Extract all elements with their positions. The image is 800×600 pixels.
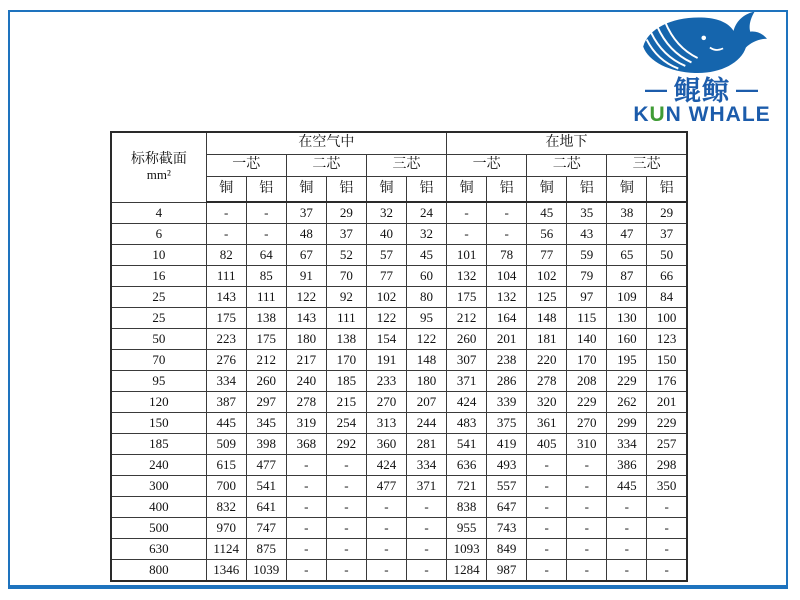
table-cell: 541 xyxy=(246,476,286,497)
table-cell: - xyxy=(366,518,406,539)
table-cell: 180 xyxy=(286,329,326,350)
table-cell: - xyxy=(607,560,647,582)
table-cell: 104 xyxy=(487,266,527,287)
table-cell: 270 xyxy=(366,392,406,413)
table-cell: 360 xyxy=(366,434,406,455)
table-cell: - xyxy=(366,560,406,582)
table-cell: 276 xyxy=(206,350,246,371)
table-cell: - xyxy=(206,202,246,224)
brand-dash-left: — xyxy=(645,77,668,102)
table-cell: - xyxy=(567,560,607,582)
table-row xyxy=(111,245,687,266)
table-cell: 57 xyxy=(366,245,406,266)
table-cell: 52 xyxy=(326,245,366,266)
table-cell: 987 xyxy=(487,560,527,582)
table-cell: 371 xyxy=(447,371,487,392)
table-cell: 64 xyxy=(246,245,286,266)
table-cell: 368 xyxy=(286,434,326,455)
table-cell: 29 xyxy=(326,202,366,224)
material-header: 铜 xyxy=(527,177,567,203)
table-cell: 148 xyxy=(527,308,567,329)
table-cell: 310 xyxy=(567,434,607,455)
table-row xyxy=(111,476,687,497)
material-header: 铝 xyxy=(647,177,687,203)
table-cell: 111 xyxy=(206,266,246,287)
table-cell: 483 xyxy=(447,413,487,434)
table-cell: 636 xyxy=(447,455,487,476)
table-cell: 339 xyxy=(487,392,527,413)
brand-dash-right: — xyxy=(736,77,759,102)
row-section-label: 500 xyxy=(111,518,206,539)
table-cell: 375 xyxy=(487,413,527,434)
table-cell: 212 xyxy=(246,350,286,371)
table-cell: 77 xyxy=(527,245,567,266)
table-cell: 132 xyxy=(447,266,487,287)
table-cell: - xyxy=(527,560,567,582)
table-cell: 59 xyxy=(567,245,607,266)
brand-cn-text: 鲲鲸 xyxy=(674,76,730,106)
table-cell: 223 xyxy=(206,329,246,350)
table-cell: 424 xyxy=(366,455,406,476)
table-cell: 299 xyxy=(607,413,647,434)
table-cell: 361 xyxy=(527,413,567,434)
table-cell: 65 xyxy=(607,245,647,266)
table-cell: 80 xyxy=(406,287,446,308)
table-cell: 955 xyxy=(447,518,487,539)
table-cell: - xyxy=(326,497,366,518)
table-cell: 79 xyxy=(567,266,607,287)
table-cell: 257 xyxy=(647,434,687,455)
table-cell: - xyxy=(246,224,286,245)
table-cell: 50 xyxy=(647,245,687,266)
table-cell: 477 xyxy=(366,476,406,497)
core-header: 三芯 xyxy=(607,155,687,177)
table-cell: 281 xyxy=(406,434,446,455)
row-section-label: 150 xyxy=(111,413,206,434)
table-cell: 43 xyxy=(567,224,607,245)
table-cell: 215 xyxy=(326,392,366,413)
table-row xyxy=(111,413,687,434)
table-cell: 615 xyxy=(206,455,246,476)
table-row xyxy=(111,518,687,539)
row-section-label: 120 xyxy=(111,392,206,413)
table-cell: 175 xyxy=(206,308,246,329)
table-cell: 307 xyxy=(447,350,487,371)
table-cell: 195 xyxy=(607,350,647,371)
table-cell: - xyxy=(326,539,366,560)
table-cell: 109 xyxy=(607,287,647,308)
table-cell: - xyxy=(286,560,326,582)
table-cell: 238 xyxy=(487,350,527,371)
table-row xyxy=(111,202,687,224)
table-cell: 122 xyxy=(406,329,446,350)
row-section-label: 6 xyxy=(111,224,206,245)
table-cell: - xyxy=(647,539,687,560)
table-row xyxy=(111,329,687,350)
table-cell: - xyxy=(326,476,366,497)
table-cell: - xyxy=(607,497,647,518)
table-cell: 387 xyxy=(206,392,246,413)
row-section-label: 800 xyxy=(111,560,206,582)
table-row xyxy=(111,266,687,287)
table-cell: 229 xyxy=(567,392,607,413)
row-section-label: 4 xyxy=(111,202,206,224)
table-cell: 70 xyxy=(326,266,366,287)
table-cell: 1093 xyxy=(447,539,487,560)
table-row xyxy=(111,224,687,245)
table-cell: - xyxy=(487,202,527,224)
table-cell: 175 xyxy=(447,287,487,308)
table-cell: 35 xyxy=(567,202,607,224)
row-section-label: 95 xyxy=(111,371,206,392)
table-cell: - xyxy=(487,224,527,245)
table-cell: - xyxy=(527,518,567,539)
core-header: 二芯 xyxy=(286,155,366,177)
header-row-environment xyxy=(111,132,687,155)
material-header: 铜 xyxy=(607,177,647,203)
whale-icon xyxy=(630,8,774,80)
table-cell: 208 xyxy=(567,371,607,392)
table-cell: - xyxy=(447,202,487,224)
table-cell: - xyxy=(527,539,567,560)
table-cell: 233 xyxy=(366,371,406,392)
table-row xyxy=(111,308,687,329)
table-cell: 292 xyxy=(326,434,366,455)
table-cell: 229 xyxy=(647,413,687,434)
table-cell: - xyxy=(647,497,687,518)
row-section-label: 240 xyxy=(111,455,206,476)
row-section-label: 50 xyxy=(111,329,206,350)
group-header-underground: 在地下 xyxy=(447,132,687,155)
table-cell: - xyxy=(607,539,647,560)
table-cell: - xyxy=(567,539,607,560)
table-cell: - xyxy=(647,518,687,539)
brand-en-rest: N WHALE xyxy=(665,103,771,126)
table-cell: 743 xyxy=(487,518,527,539)
table-cell: 123 xyxy=(647,329,687,350)
table-cell: - xyxy=(286,476,326,497)
table-cell: 143 xyxy=(206,287,246,308)
row-section-label: 25 xyxy=(111,287,206,308)
table-cell: 77 xyxy=(366,266,406,287)
table-cell: 220 xyxy=(527,350,567,371)
table-cell: 92 xyxy=(326,287,366,308)
table-header xyxy=(111,132,687,202)
table-cell: 47 xyxy=(607,224,647,245)
table-cell: 101 xyxy=(447,245,487,266)
table-cell: 150 xyxy=(647,350,687,371)
table-cell: 143 xyxy=(286,308,326,329)
table-cell: 493 xyxy=(487,455,527,476)
table-cell: 67 xyxy=(286,245,326,266)
table-cell: 32 xyxy=(406,224,446,245)
table-cell: 45 xyxy=(406,245,446,266)
table-cell: 111 xyxy=(246,287,286,308)
row-section-label: 630 xyxy=(111,539,206,560)
table-cell: 130 xyxy=(607,308,647,329)
core-header: 二芯 xyxy=(527,155,607,177)
table-row xyxy=(111,371,687,392)
table-cell: 201 xyxy=(647,392,687,413)
table-cell: 102 xyxy=(366,287,406,308)
table-cell: - xyxy=(567,518,607,539)
table-cell: - xyxy=(406,560,446,582)
material-header: 铜 xyxy=(286,177,326,203)
table-cell: 254 xyxy=(326,413,366,434)
brand-name-chinese xyxy=(612,76,792,105)
material-header: 铜 xyxy=(447,177,487,203)
table-cell: 445 xyxy=(206,413,246,434)
table-cell: 148 xyxy=(406,350,446,371)
table-cell: 132 xyxy=(487,287,527,308)
table-cell: 278 xyxy=(527,371,567,392)
brand-name-english xyxy=(612,104,792,126)
table-cell: 175 xyxy=(246,329,286,350)
table-cell: 212 xyxy=(447,308,487,329)
row-section-label: 70 xyxy=(111,350,206,371)
table-cell: 700 xyxy=(206,476,246,497)
table-cell: 849 xyxy=(487,539,527,560)
table-cell: 386 xyxy=(607,455,647,476)
table-cell: 122 xyxy=(286,287,326,308)
table-cell: 345 xyxy=(246,413,286,434)
table-cell: 262 xyxy=(607,392,647,413)
table-cell: 1124 xyxy=(206,539,246,560)
table-cell: 138 xyxy=(246,308,286,329)
table-cell: 176 xyxy=(647,371,687,392)
table-cell: 160 xyxy=(607,329,647,350)
table-cell: 24 xyxy=(406,202,446,224)
table-cell: - xyxy=(366,539,406,560)
material-header: 铝 xyxy=(406,177,446,203)
table-cell: 66 xyxy=(647,266,687,287)
table-cell: 45 xyxy=(527,202,567,224)
table-cell: 445 xyxy=(607,476,647,497)
table-cell: 278 xyxy=(286,392,326,413)
table-cell: - xyxy=(286,497,326,518)
table-cell: 557 xyxy=(487,476,527,497)
table-cell: - xyxy=(567,476,607,497)
table-cell: 477 xyxy=(246,455,286,476)
table-cell: 154 xyxy=(366,329,406,350)
table-cell: 721 xyxy=(447,476,487,497)
table-cell: 334 xyxy=(406,455,446,476)
table-cell: - xyxy=(326,560,366,582)
table-cell: 170 xyxy=(567,350,607,371)
material-header: 铝 xyxy=(567,177,607,203)
table-cell: - xyxy=(406,539,446,560)
table-cell: 100 xyxy=(647,308,687,329)
table-cell: 60 xyxy=(406,266,446,287)
table-cell: 405 xyxy=(527,434,567,455)
core-header: 一芯 xyxy=(447,155,527,177)
table-cell: 541 xyxy=(447,434,487,455)
table-cell: - xyxy=(366,497,406,518)
table-cell: 298 xyxy=(647,455,687,476)
row-section-label: 10 xyxy=(111,245,206,266)
table-cell: 832 xyxy=(206,497,246,518)
table-cell: 201 xyxy=(487,329,527,350)
table-cell: 181 xyxy=(527,329,567,350)
table-row xyxy=(111,392,687,413)
material-header: 铜 xyxy=(206,177,246,203)
material-header: 铝 xyxy=(246,177,286,203)
table-cell: 875 xyxy=(246,539,286,560)
table-cell: 207 xyxy=(406,392,446,413)
table-cell: 334 xyxy=(607,434,647,455)
table-cell: - xyxy=(527,497,567,518)
table-cell: - xyxy=(567,455,607,476)
table-cell: - xyxy=(527,455,567,476)
table-cell: 170 xyxy=(326,350,366,371)
group-header-air: 在空气中 xyxy=(206,132,446,155)
table-cell: - xyxy=(286,539,326,560)
table-cell: 260 xyxy=(246,371,286,392)
table-cell: 185 xyxy=(326,371,366,392)
table-row xyxy=(111,434,687,455)
material-header: 铜 xyxy=(366,177,406,203)
table-cell: - xyxy=(527,476,567,497)
table-cell: - xyxy=(246,202,286,224)
table-cell: - xyxy=(206,224,246,245)
table-cell: - xyxy=(286,455,326,476)
row-section-label: 25 xyxy=(111,308,206,329)
table-cell: 313 xyxy=(366,413,406,434)
table-cell: - xyxy=(607,518,647,539)
table-row xyxy=(111,455,687,476)
table-cell: 125 xyxy=(527,287,567,308)
table-cell: 270 xyxy=(567,413,607,434)
row-section-label: 16 xyxy=(111,266,206,287)
table-cell: 140 xyxy=(567,329,607,350)
table-cell: 297 xyxy=(246,392,286,413)
table-cell: 95 xyxy=(406,308,446,329)
table-cell: 37 xyxy=(647,224,687,245)
table-body xyxy=(111,202,687,581)
table-cell: 371 xyxy=(406,476,446,497)
table-cell: - xyxy=(447,224,487,245)
table-cell: 647 xyxy=(487,497,527,518)
table-cell: 1284 xyxy=(447,560,487,582)
table-cell: 509 xyxy=(206,434,246,455)
core-header: 三芯 xyxy=(366,155,446,177)
ampacity-table xyxy=(110,131,688,582)
table-row xyxy=(111,560,687,582)
corner-header-line2: mm² xyxy=(146,166,171,182)
brand-en-u: U xyxy=(649,103,666,126)
table-cell: 111 xyxy=(326,308,366,329)
table-cell: 180 xyxy=(406,371,446,392)
brand-logo xyxy=(612,6,792,126)
table-cell: 240 xyxy=(286,371,326,392)
table-cell: - xyxy=(406,497,446,518)
table-cell: 87 xyxy=(607,266,647,287)
table-row xyxy=(111,350,687,371)
table-cell: 350 xyxy=(647,476,687,497)
table-cell: 1039 xyxy=(246,560,286,582)
row-section-label: 400 xyxy=(111,497,206,518)
table-cell: 138 xyxy=(326,329,366,350)
table-cell: 32 xyxy=(366,202,406,224)
material-header: 铝 xyxy=(326,177,366,203)
table-cell: 217 xyxy=(286,350,326,371)
table-cell: 97 xyxy=(567,287,607,308)
table-cell: 419 xyxy=(487,434,527,455)
table-cell: 115 xyxy=(567,308,607,329)
table-cell: - xyxy=(406,518,446,539)
table-cell: 102 xyxy=(527,266,567,287)
table-cell: 398 xyxy=(246,434,286,455)
table-cell: 48 xyxy=(286,224,326,245)
table-cell: 320 xyxy=(527,392,567,413)
table-cell: - xyxy=(567,497,607,518)
table-cell: 91 xyxy=(286,266,326,287)
table-cell: - xyxy=(326,518,366,539)
table-cell: 424 xyxy=(447,392,487,413)
table-cell: 244 xyxy=(406,413,446,434)
table-cell: 319 xyxy=(286,413,326,434)
row-section-label: 185 xyxy=(111,434,206,455)
table-cell: - xyxy=(326,455,366,476)
table-cell: 191 xyxy=(366,350,406,371)
table-cell: 838 xyxy=(447,497,487,518)
table-cell: 970 xyxy=(206,518,246,539)
table-cell: 29 xyxy=(647,202,687,224)
table-cell: 82 xyxy=(206,245,246,266)
table-cell: - xyxy=(286,518,326,539)
table-cell: 37 xyxy=(286,202,326,224)
table-cell: 286 xyxy=(487,371,527,392)
table-cell: 260 xyxy=(447,329,487,350)
table-cell: 78 xyxy=(487,245,527,266)
brand-en-k: K xyxy=(633,103,650,126)
row-section-label: 300 xyxy=(111,476,206,497)
table-cell: 40 xyxy=(366,224,406,245)
table-cell: 122 xyxy=(366,308,406,329)
table-row xyxy=(111,287,687,308)
table-cell: 229 xyxy=(607,371,647,392)
table-cell: 37 xyxy=(326,224,366,245)
material-header: 铝 xyxy=(487,177,527,203)
table-cell: 164 xyxy=(487,308,527,329)
table-cell: 56 xyxy=(527,224,567,245)
table-cell: 747 xyxy=(246,518,286,539)
table-cell: 334 xyxy=(206,371,246,392)
table-cell: - xyxy=(647,560,687,582)
corner-header xyxy=(111,132,206,202)
core-header: 一芯 xyxy=(206,155,286,177)
table-cell: 84 xyxy=(647,287,687,308)
corner-header-line1: 标称截面 xyxy=(130,151,187,167)
table-cell: 38 xyxy=(607,202,647,224)
table-cell: 641 xyxy=(246,497,286,518)
table-cell: 85 xyxy=(246,266,286,287)
table-row xyxy=(111,497,687,518)
table-row xyxy=(111,539,687,560)
table-cell: 1346 xyxy=(206,560,246,582)
